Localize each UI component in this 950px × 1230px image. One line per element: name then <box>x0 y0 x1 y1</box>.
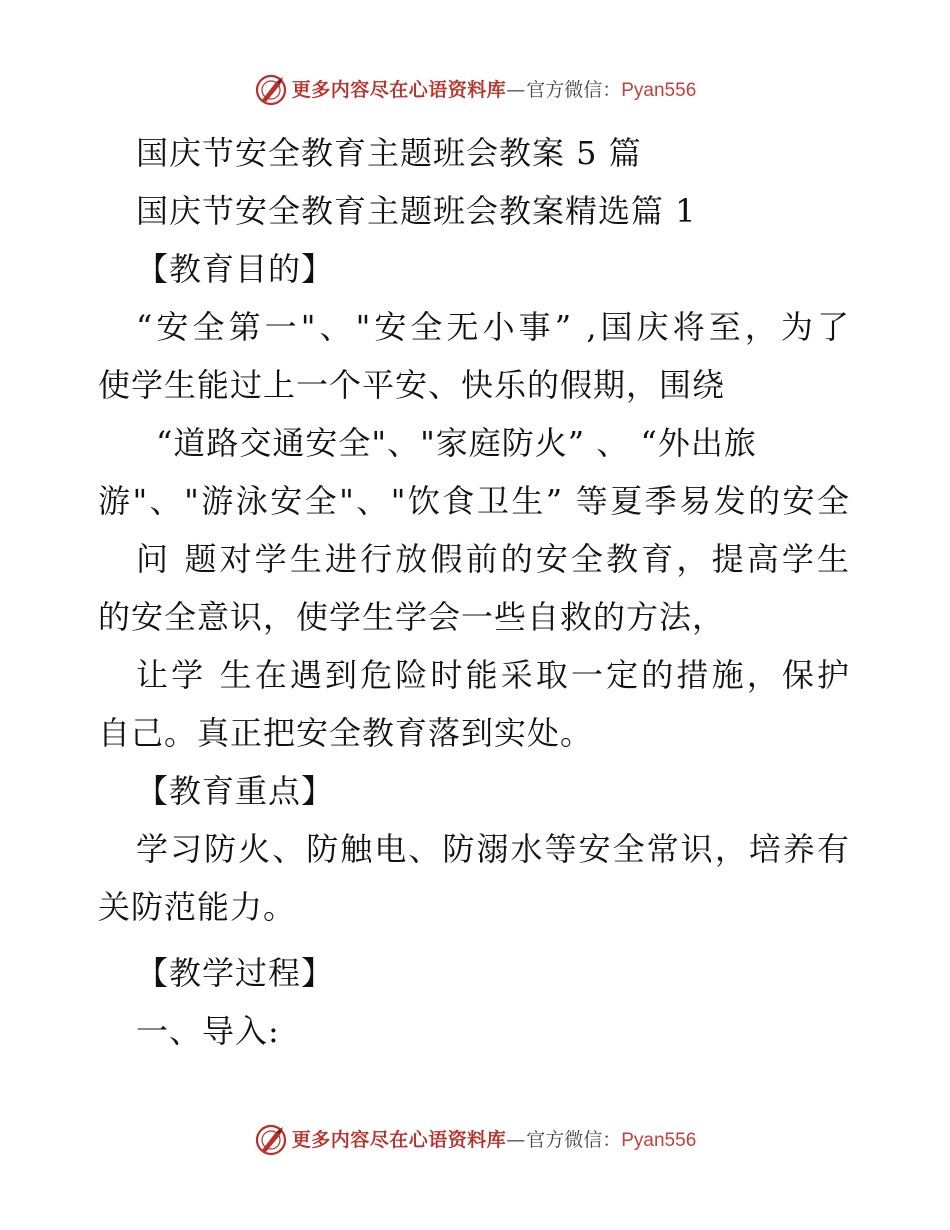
banner-separator: — <box>506 78 527 101</box>
banner-separator: — <box>506 1128 527 1151</box>
paragraph-line: 让学 生在遇到危险时能采取一定的措施，保护 <box>136 656 850 694</box>
banner-main-text: 更多内容尽在心语资料库 <box>291 78 507 101</box>
section-heading-focus: 【教育重点】 <box>136 772 335 810</box>
paragraph-line: 使学生能过上一个平安、快乐的假期，围绕 <box>98 366 726 404</box>
document-subtitle: 国庆节安全教育主题班会教案精选篇 1 <box>136 192 697 230</box>
banner-wechat-id: Pyan556 <box>621 1129 697 1151</box>
section-heading-process: 【教学过程】 <box>136 954 335 992</box>
paragraph-line: 的安全意识，使学生学会一些自救的方法， <box>98 598 726 636</box>
paragraph-line: “安全第一"、"安全无小事” ,国庆将至，为了 <box>136 308 850 346</box>
banner-wechat-label: 官方微信： <box>526 1128 622 1151</box>
banner-main-text: 更多内容尽在心语资料库 <box>291 1128 507 1151</box>
header-banner <box>0 70 950 110</box>
paragraph-line: 关防范能力。 <box>98 888 297 926</box>
paragraph-line: 游"、"游泳安全"、"饮食卫生” 等夏季易发的安全 <box>98 482 850 520</box>
footer-banner <box>0 1120 950 1160</box>
header-banner-text <box>291 78 697 101</box>
paragraph-line: 自己。真正把安全教育落到实处。 <box>98 714 594 752</box>
banner-wechat-label: 官方微信： <box>526 78 622 101</box>
section-heading-goal: 【教育目的】 <box>136 250 335 288</box>
paragraph-line: 问 题对学生进行放假前的安全教育，提高学生 <box>136 540 850 578</box>
document-title: 国庆节安全教育主题班会教案 5 篇 <box>136 134 642 172</box>
paragraph-line: “道路交通安全"、"家庭防火” 、 “外出旅 <box>156 424 757 462</box>
footer-banner-text <box>291 1128 697 1151</box>
process-step-intro: 一、导入: <box>136 1012 280 1050</box>
quill-logo-icon <box>254 1123 288 1157</box>
quill-logo-icon <box>254 73 288 107</box>
paragraph-line: 学习防火、防触电、防溺水等安全常识，培养有 <box>136 830 850 868</box>
banner-wechat-id: Pyan556 <box>621 79 697 101</box>
document-body <box>98 124 850 1060</box>
